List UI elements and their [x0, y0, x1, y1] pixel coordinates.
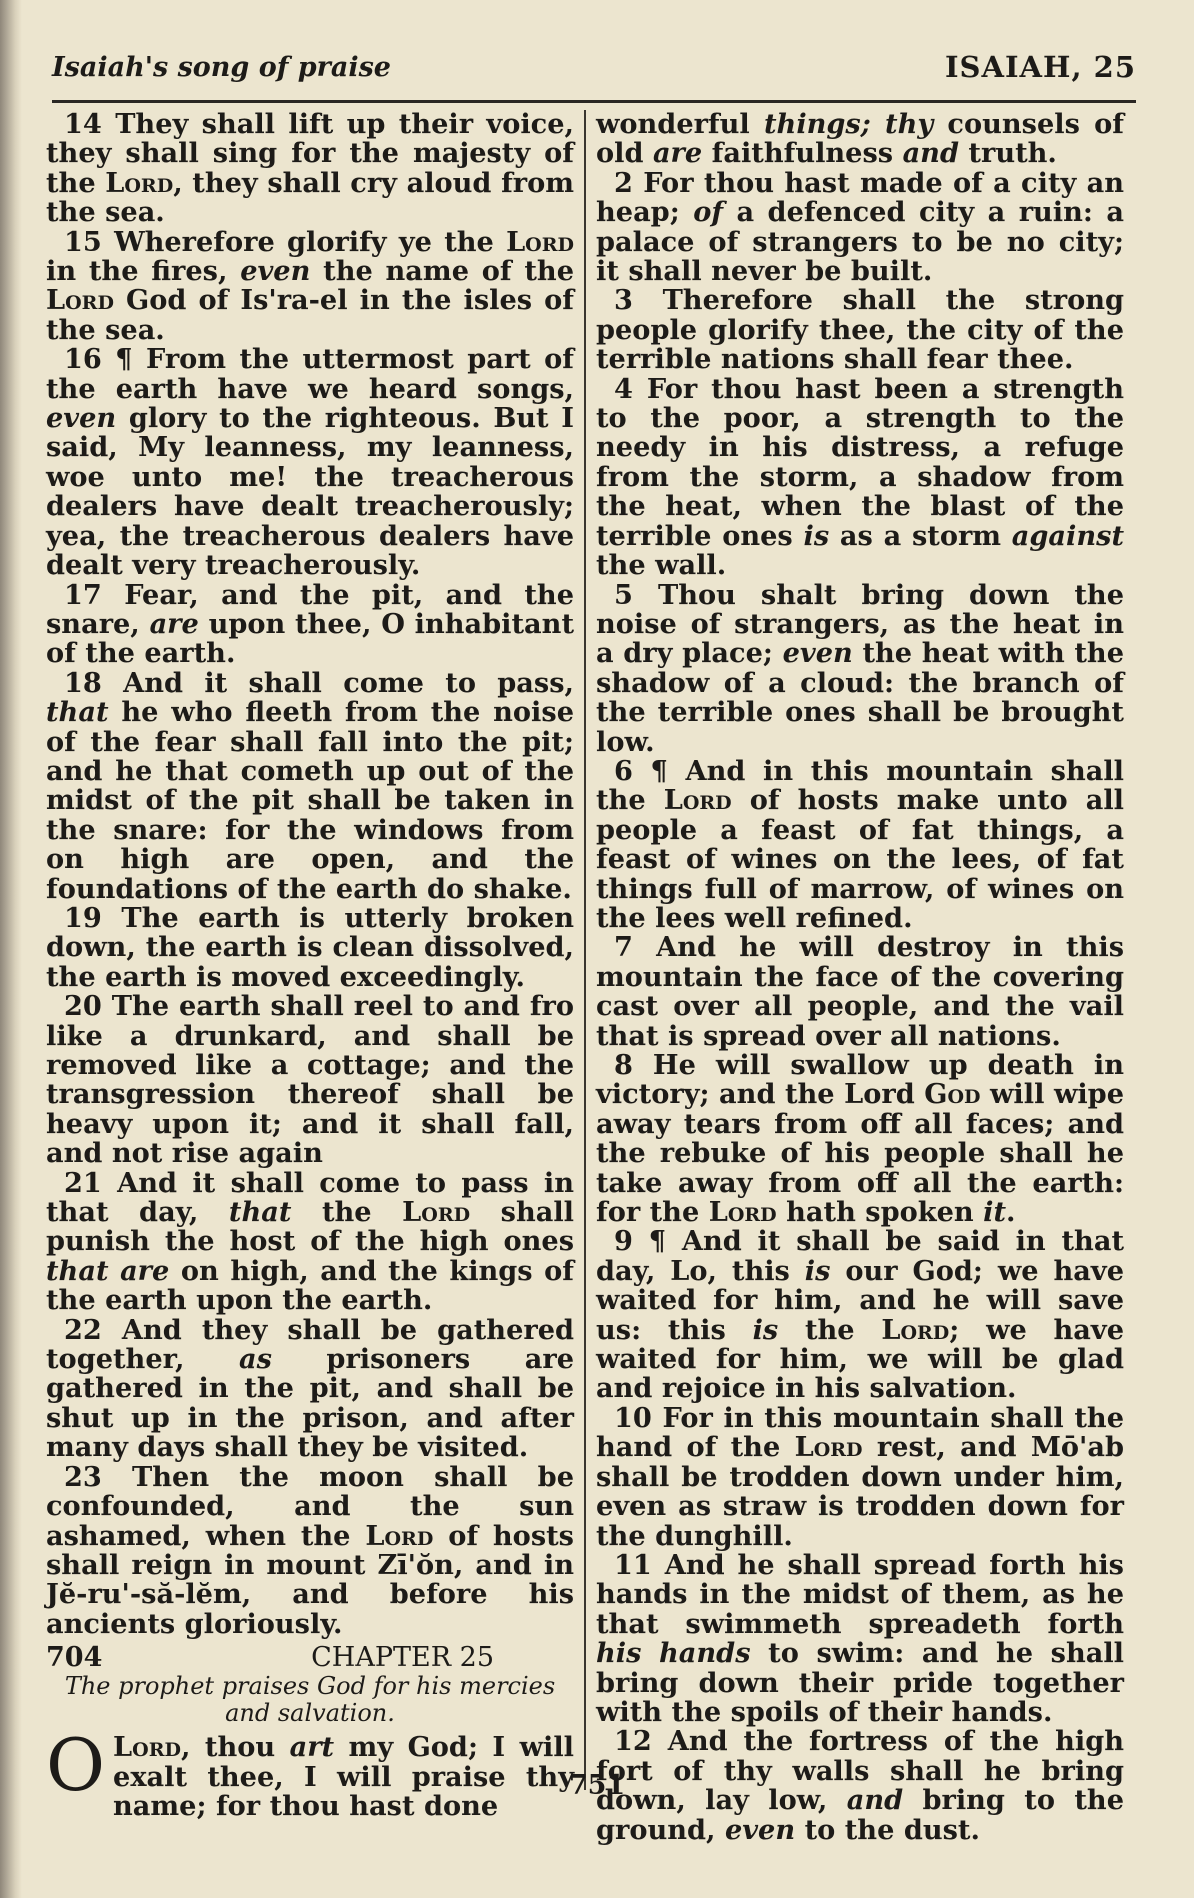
verse-24-22: 22 And they shall be gathered together, as prisoners are gathered in the pit, and shall be shut up in the prison, and after many days shall they be visited.: [46, 1313, 574, 1464]
verse-25-2: 2 For thou hast made of a city an heap; of a defenced city a ruin: a palace of strangers to be no city; it shall never be built.: [596, 166, 1124, 288]
verse-24-19: 19 The earth is utterly broken down, the earth is clean dissolved, the earth is moved exceedingly.: [46, 901, 574, 993]
left-column: [46, 110, 574, 1821]
verse-25-12: 12 And the fortress of the high fort of thy walls shall he bring down, lay low, and bring to the ground, even to the dust.: [596, 1725, 1124, 1846]
chapter-reference-number: 704: [46, 1642, 103, 1674]
verse-24-16: 16 ¶ From the uttermost part of the earth have we heard songs, even glory to the righteous. But I said, My leanness, my leanness, woe unto me! the treacherous dealers have dealt treacherously; yea, the treacherous dealers have dealt very treacherously.: [46, 343, 574, 582]
verse-24-20: 20 The earth shall reel to and fro like a drunkard, and shall be removed like a cottage; and the transgression thereof shall be heavy upon it; and it shall fall, and not rise again: [46, 990, 574, 1170]
verse-25-1: O Lord, thou art my God; I will exalt thee, I will praise thy name; for thou hast done: [46, 1723, 575, 1822]
verse-25-6: 6 ¶ And in this mountain shall the Lord of hosts make unto all people a feast of fat things, a feast of wines on the lees, of fat things full of marrow, of wines on the lees well refined.: [596, 754, 1124, 934]
running-head: Isaiah's song of praise: [52, 52, 391, 83]
column-divider: [584, 110, 586, 1790]
verse-25-11: 11 And he shall spread forth his hands in the midst of them, as he that swimmeth spreadeth forth his hands to swim: and he shall bring down their pride together with the spoils of their hands.: [596, 1548, 1124, 1728]
verse-25-10: 10 For in this mountain shall the hand of the Lord rest, and Mō'ab shall be trodden down under him, even as straw is trodden down for the dunghill.: [596, 1401, 1124, 1552]
page-header: [52, 48, 1136, 103]
verse-25-3: 3 Therefore shall the strong people glorify thee, the city of the terrible nations shall fear thee.: [596, 284, 1124, 376]
chapter-title: CHAPTER 25: [311, 1642, 494, 1674]
verse-25-5: 5 Thou shalt bring down the noise of strangers, as the heat in a dry place; even the heat with the shadow of a cloud: the branch of the terrible ones shall be brought low.: [596, 578, 1124, 758]
verse-25-9: 9 ¶ And it shall be said in that day, Lo, this is our God; we have waited for him, and he will save us: this is the Lord; we have waited for him, we will be glad and rejoice in his salvation.: [596, 1225, 1125, 1405]
verse-24-17: 17 Fear, and the pit, and the snare, are upon thee, O inhabitant of the earth.: [46, 578, 574, 670]
verse-25-7: 7 And he will destroy in this mountain the face of the covering cast over all people, and the vail that is spread over all nations.: [596, 931, 1124, 1052]
right-column: [596, 110, 1124, 1845]
verse-25-1-continued: wonderful things; thy counsels of old are faithfulness and truth.: [596, 108, 1124, 170]
verse-24-23: 23 Then the moon shall be confounded, and the sun ashamed, when the Lord of hosts shall reign in mount Zī'ŏn, and in Jĕ-ru'-să-lĕm, and before his ancients gloriously.: [46, 1460, 574, 1640]
chapter-heading-line: [46, 1643, 574, 1673]
verse-24-18: 18 And it shall come to pass, that he who fleeth from the noise of the fear shall fall into the pit; and he that cometh up out of the midst of the pit shall be taken in the snare: for the windows from on high are open, and the foundations of the earth do shake.: [46, 666, 574, 905]
verse-24-14: 14 They shall lift up their voice, they shall sing for the majesty of the Lord, they shall cry aloud from the sea.: [46, 108, 574, 229]
drop-cap: O: [46, 1723, 106, 1808]
chapter-summary: The prophet praises God for his mercies and salvation.: [64, 1672, 556, 1728]
verse-24-15: 15 Wherefore glorify ye the Lord in the fires, even the name of the Lord God of Is'ra-el in the isles of the sea.: [46, 225, 574, 346]
book-chapter-heading: ISAIAH, 25: [944, 50, 1136, 84]
page-number: 751: [568, 1770, 626, 1801]
verse-25-8: 8 He will swallow up death in victory; and the Lord God will wipe away tears from off all faces; and the rebuke of his people shall he take away from off all the earth: for the Lord hath spoken it.: [596, 1049, 1124, 1229]
page-binding-shadow: [0, 0, 22, 1898]
verse-25-4: 4 For thou hast been a strength to the poor, a strength to the needy in his distress, a refuge from the storm, a shadow from the heat, when the blast of the terrible ones is as a storm against the wall.: [596, 372, 1124, 582]
verse-24-21: 21 And it shall come to pass in that day, that the Lord shall punish the host of the high ones that are on high, and the kings of the earth upon the earth.: [46, 1166, 574, 1317]
